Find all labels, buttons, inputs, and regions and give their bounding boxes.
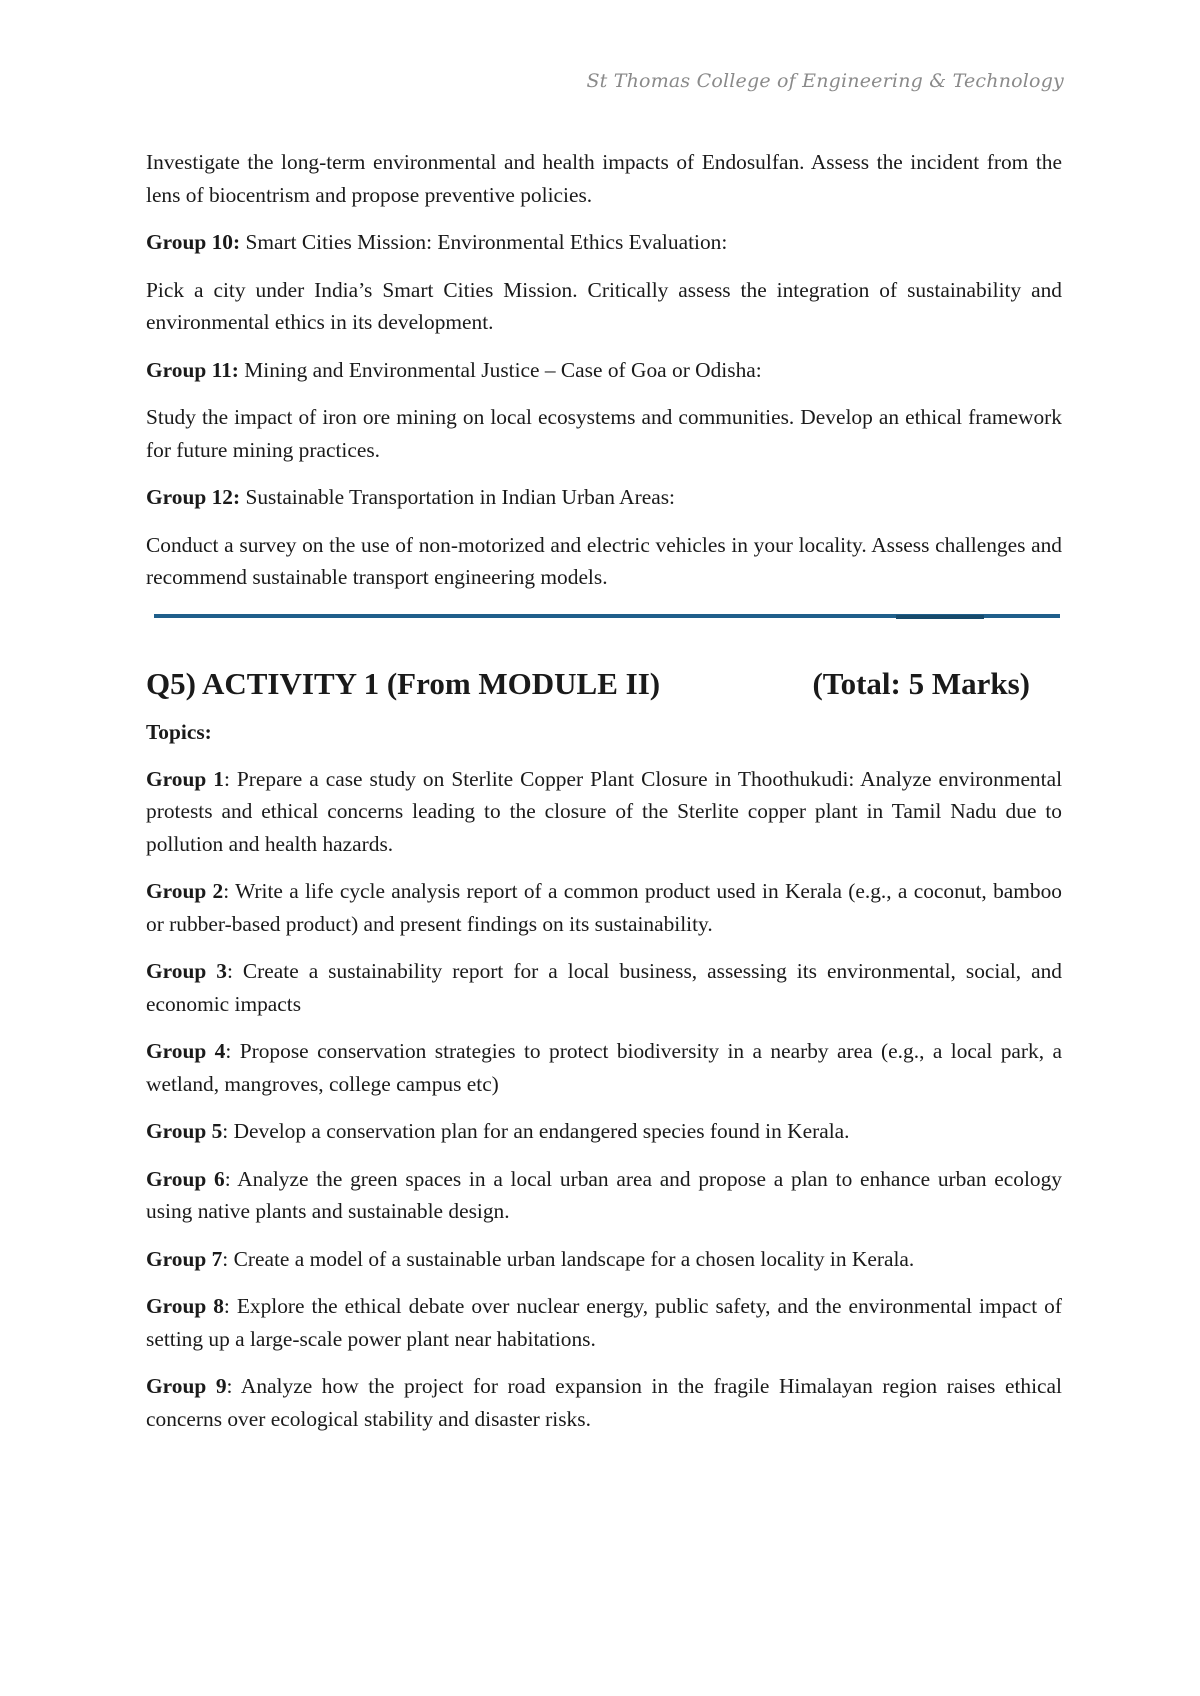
group-label: Group 5 xyxy=(146,1119,223,1143)
group-label: Group 8 xyxy=(146,1294,224,1318)
question-heading xyxy=(146,666,1030,702)
topics-label: Topics: xyxy=(146,719,212,744)
question-marks: (Total: 5 Marks) xyxy=(812,665,1030,701)
group-item: Group 9: Analyze how the project for road expansion in the fragile Himalayan region raises ethical concerns over ecological stability and disaster risks. xyxy=(146,1374,1062,1431)
group-item: Group 7: Create a model of a sustainable urban landscape for a chosen locality in Kerala. xyxy=(146,1246,915,1271)
group-item: Group 6: Analyze the green spaces in a local urban area and propose a plan to enhance urban ecology using native plants and sustainable design. xyxy=(146,1166,1062,1223)
group-item: Group 1: Prepare a case study on Sterlite Copper Plant Closure in Thoothukudi: Analyze environmental protests and ethical concerns leading to the closure of the Sterlite copper plant in Tamil Nadu due to pollution and health hazards. xyxy=(146,766,1063,856)
group-label: Group 2 xyxy=(146,879,224,903)
paragraph: Pick a city under India’s Smart Cities Mission. Critically assess the integration of sustainability and environmental ethics in its development. xyxy=(146,277,1062,334)
group-item: Group 2: Write a life cycle analysis report of a common product used in Kerala (e.g., a coconut, bamboo or rubber-based product) and present findings on its sustainability. xyxy=(146,879,1062,936)
group-label: Group 11: xyxy=(146,357,239,382)
paragraph: Conduct a survey on the use of non-motorized and electric vehicles in your locality. Assess challenges and recommend sustainable transport engineering models. xyxy=(146,532,1062,589)
group-label: Group 12: xyxy=(146,485,241,509)
paragraph: Investigate the long-term environmental and health impacts of Endosulfan. Assess the incident from the lens of biocentrism and propose preventive policies. xyxy=(146,150,1062,207)
group-label: Group 7 xyxy=(146,1246,223,1271)
group-label: Group 6 xyxy=(146,1166,225,1191)
group-heading: Group 10: Smart Cities Mission: Environmental Ethics Evaluation: xyxy=(146,230,728,254)
group-label: Group 4 xyxy=(146,1039,226,1063)
page-header: St Thomas College of Engineering & Technology xyxy=(586,70,1064,92)
group-label: Group 10: xyxy=(146,230,241,254)
group-label: Group 9 xyxy=(146,1374,227,1398)
group-label: Group 1 xyxy=(146,766,224,791)
group-heading: Group 12: Sustainable Transportation in Indian Urban Areas: xyxy=(146,485,675,509)
document-body xyxy=(146,146,1062,1450)
question-title: Q5) ACTIVITY 1 (From MODULE II) xyxy=(146,665,661,701)
paragraph: Study the impact of iron ore mining on local ecosystems and communities. Develop an ethical framework for future mining practices. xyxy=(146,405,1062,462)
group-label: Group 3 xyxy=(146,959,227,983)
group-item: Group 4: Propose conservation strategies to protect biodiversity in a nearby area (e.g., a local park, a wetland, mangroves, college campus etc) xyxy=(146,1039,1063,1096)
section-divider xyxy=(154,614,1060,618)
group-item: Group 5: Develop a conservation plan for an endangered species found in Kerala. xyxy=(146,1119,850,1143)
group-heading: Group 11: Mining and Environmental Justice – Case of Goa or Odisha: xyxy=(146,357,762,382)
divider-accent xyxy=(896,615,984,619)
group-item: Group 3: Create a sustainability report for a local business, assessing its environmental, social, and economic impacts xyxy=(146,959,1062,1016)
group-item: Group 8: Explore the ethical debate over nuclear energy, public safety, and the environmental impact of setting up a large-scale power plant near habitations. xyxy=(146,1294,1062,1351)
